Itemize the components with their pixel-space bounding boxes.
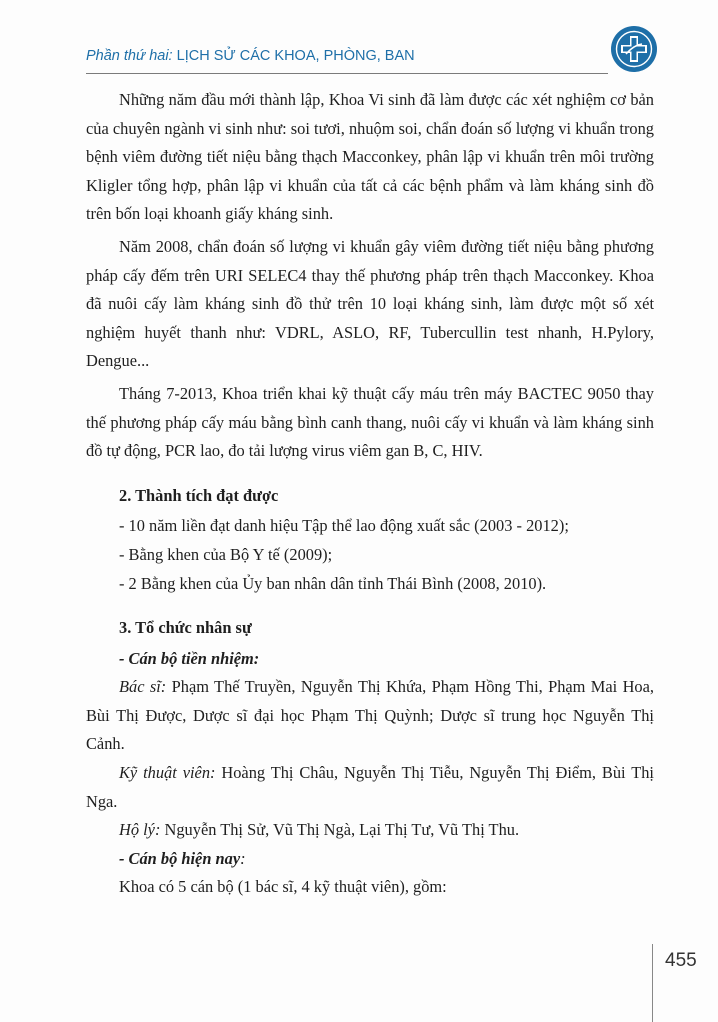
nurses-names: Nguyễn Thị Sử, Vũ Thị Ngà, Lại Thị Tư, Vũ Thị Thu. bbox=[160, 820, 520, 840]
technicians-names: Hoàng Thị Châu, Nguyễn Thị Tiễu, Nguyễn Thị Điểm, Bùi Thị Nga. bbox=[86, 763, 654, 811]
doctors-names: Phạm Thế Truyền, Nguyễn Thị Khứa, Phạm Hồng Thi, Phạm Mai Hoa, Bùi Thị Được, Dược sĩ đại học Phạm Thị Quỳnh; Dược sĩ trung học Nguyễn Thị Cảnh. bbox=[86, 677, 654, 754]
paragraph-2008: Năm 2008, chẩn đoán số lượng vi khuẩn gây viêm đường tiết niệu bằng phương pháp cấy đếm trên URI SELEC4 thay thế phương pháp trên thạch Macconkey. Khoa đã nuôi cấy làm kháng sinh đồ thử trên 10 loại kháng sinh, làm được một số xét nghiệm huyết thanh như: VDRL, ASLO, RF, Tubercullin test nhanh, H.Pylory, Dengue... bbox=[86, 236, 654, 371]
current-staff-paragraph: Khoa có 5 cán bộ (1 bác sĩ, 4 kỹ thuật viên), gồm: bbox=[119, 877, 447, 897]
former-nurses-paragraph bbox=[86, 816, 654, 845]
achievement-item: - Bằng khen của Bộ Y tế (2009); bbox=[119, 544, 333, 564]
heading-achievements: 2. Thành tích đạt được bbox=[119, 485, 279, 505]
section-label: Phần thứ hai: bbox=[86, 48, 173, 64]
heading-staff-organization: 3. Tổ chức nhân sự bbox=[119, 618, 252, 638]
page-number-divider bbox=[652, 944, 653, 1022]
paragraph-early-years: Những năm đầu mới thành lập, Khoa Vi sinh đã làm được các xét nghiệm cơ bản của chuyên ngành vi sinh như: soi tươi, nhuộm soi, chẩn đoán số lượng vi khuẩn trong bệnh viêm đường tiết niệu bằng thạch Macconkey, phân lập vi khuẩn trên môi trường Kligler tổng hợp, phân lập vi khuẩn của tất cả các bệnh phẩm và làm kháng sinh đồ trên bốn loại khoanh giấy kháng sinh. bbox=[86, 90, 654, 224]
achievement-item: - 2 Bằng khen của Ủy ban nhân dân tỉnh Thái Bình (2008, 2010). bbox=[119, 573, 547, 593]
section-header-title bbox=[86, 48, 415, 64]
achievement-item: - 10 năm liền đạt danh hiệu Tập thể lao động xuất sắc (2003 - 2012); bbox=[119, 516, 569, 536]
current-staff-heading-colon: : bbox=[240, 848, 246, 868]
doctors-label: Bác sĩ: bbox=[119, 677, 167, 697]
page-body bbox=[86, 86, 654, 902]
former-technicians-paragraph bbox=[86, 759, 654, 816]
current-staff-heading-text: - Cán bộ hiện nay bbox=[119, 848, 241, 868]
technicians-label: Kỹ thuật viên: bbox=[119, 763, 216, 783]
current-staff-heading bbox=[86, 845, 654, 874]
nurses-label: Hộ lý: bbox=[119, 820, 161, 840]
hospital-cross-logo-icon bbox=[609, 24, 659, 74]
page-number: 455 bbox=[665, 950, 697, 971]
section-title: LỊCH SỬ CÁC KHOA, PHÒNG, BAN bbox=[176, 48, 415, 64]
paragraph-2013: Tháng 7-2013, Khoa triển khai kỹ thuật cấy máu trên máy BACTEC 9050 thay thế phương pháp cấy máu bằng bình canh thang, nuôi cấy vi khuẩn và làm kháng sinh đồ tự động, PCR lao, đo tải lượng virus viêm gan B, C, HIV. bbox=[86, 383, 654, 461]
former-doctors-paragraph bbox=[86, 673, 654, 759]
former-staff-heading: - Cán bộ tiền nhiệm: bbox=[119, 648, 260, 668]
page-header bbox=[0, 0, 718, 90]
header-divider bbox=[86, 73, 608, 74]
